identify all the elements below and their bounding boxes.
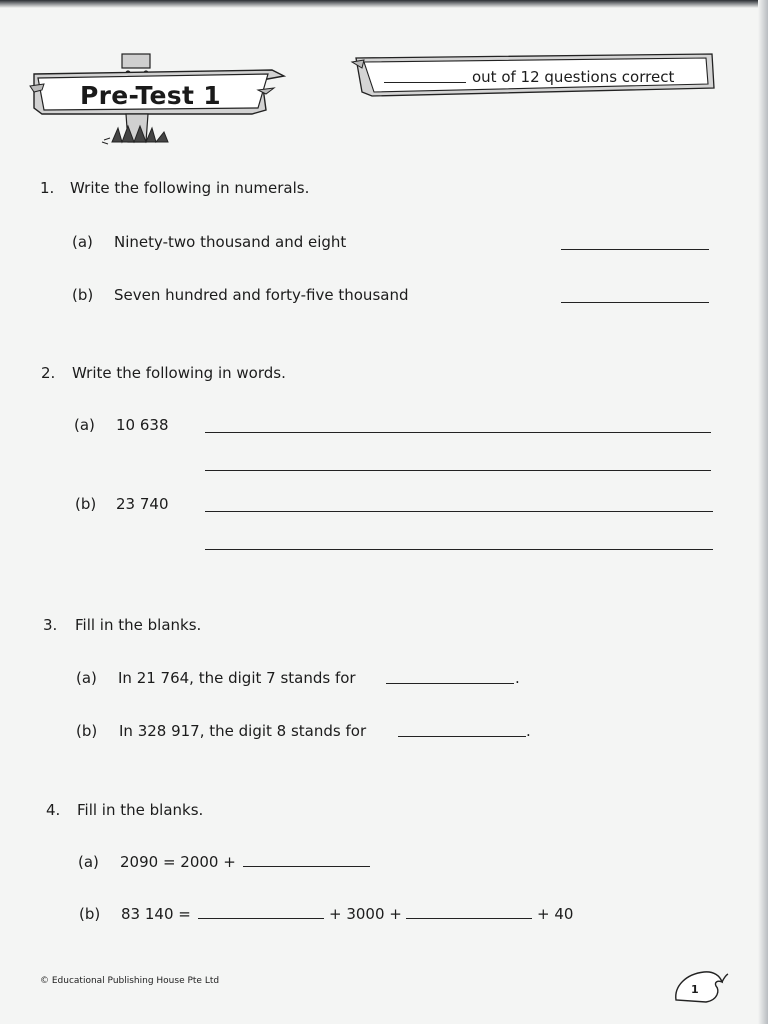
q4a-label: (a) (78, 853, 99, 871)
q1-number: 1. (40, 179, 55, 197)
q4b-equation-start: 83 140 = (121, 905, 191, 923)
q4b-label: (b) (79, 905, 101, 923)
copyright-footer: © Educational Publishing House Pte Ltd (40, 976, 220, 986)
q1b-text: Seven hundred and forty-five thousand (114, 286, 409, 304)
score-label: out of 12 questions correct (472, 68, 675, 86)
q4-number: 4. (46, 801, 61, 819)
q4-instruction: Fill in the blanks. (77, 801, 204, 819)
q2b-answer-line-2[interactable] (205, 549, 713, 550)
q2a-label: (a) (74, 416, 95, 434)
page-number-leaf-icon (670, 966, 730, 1006)
q3a-period: . (515, 669, 520, 687)
page-title: Pre-Test 1 (80, 81, 221, 110)
q2a-answer-line-2[interactable] (205, 470, 711, 471)
page-top-edge (0, 0, 768, 8)
q3a-text: In 21 764, the digit 7 stands for (118, 669, 356, 687)
q2-number: 2. (41, 364, 56, 382)
q1b-label: (b) (72, 286, 94, 304)
q3-number: 3. (43, 616, 58, 634)
q1a-label: (a) (72, 233, 93, 251)
q3-instruction: Fill in the blanks. (75, 616, 202, 634)
score-blank[interactable] (384, 82, 466, 83)
q3b-label: (b) (76, 722, 98, 740)
q2-instruction: Write the following in words. (72, 364, 286, 382)
q4a-equation: 2090 = 2000 + (120, 853, 236, 871)
q3b-text: In 328 917, the digit 8 stands for (119, 722, 367, 740)
q4b-plus-3000: + 3000 + (329, 905, 402, 923)
q2a-answer-line-1[interactable] (205, 432, 711, 433)
q3a-label: (a) (76, 669, 97, 687)
q4b-answer-line-2[interactable] (406, 918, 532, 919)
q2b-number: 23 740 (116, 495, 169, 513)
q3a-answer-line[interactable] (386, 683, 514, 684)
q1-instruction: Write the following in numerals. (70, 179, 310, 197)
page-number: 1 (691, 983, 699, 996)
q2b-label: (b) (75, 495, 97, 513)
q2b-answer-line-1[interactable] (205, 511, 713, 512)
q4b-answer-line-1[interactable] (198, 918, 324, 919)
q1a-text: Ninety-two thousand and eight (114, 233, 347, 251)
q4b-plus-40: + 40 (537, 905, 574, 923)
q2a-number: 10 638 (116, 416, 169, 434)
q3b-answer-line[interactable] (398, 736, 526, 737)
q4a-answer-line[interactable] (243, 866, 370, 867)
q3b-period: . (526, 722, 531, 740)
q1b-answer-line[interactable] (561, 302, 709, 303)
q1a-answer-line[interactable] (561, 249, 709, 250)
page-right-edge (758, 0, 768, 1024)
